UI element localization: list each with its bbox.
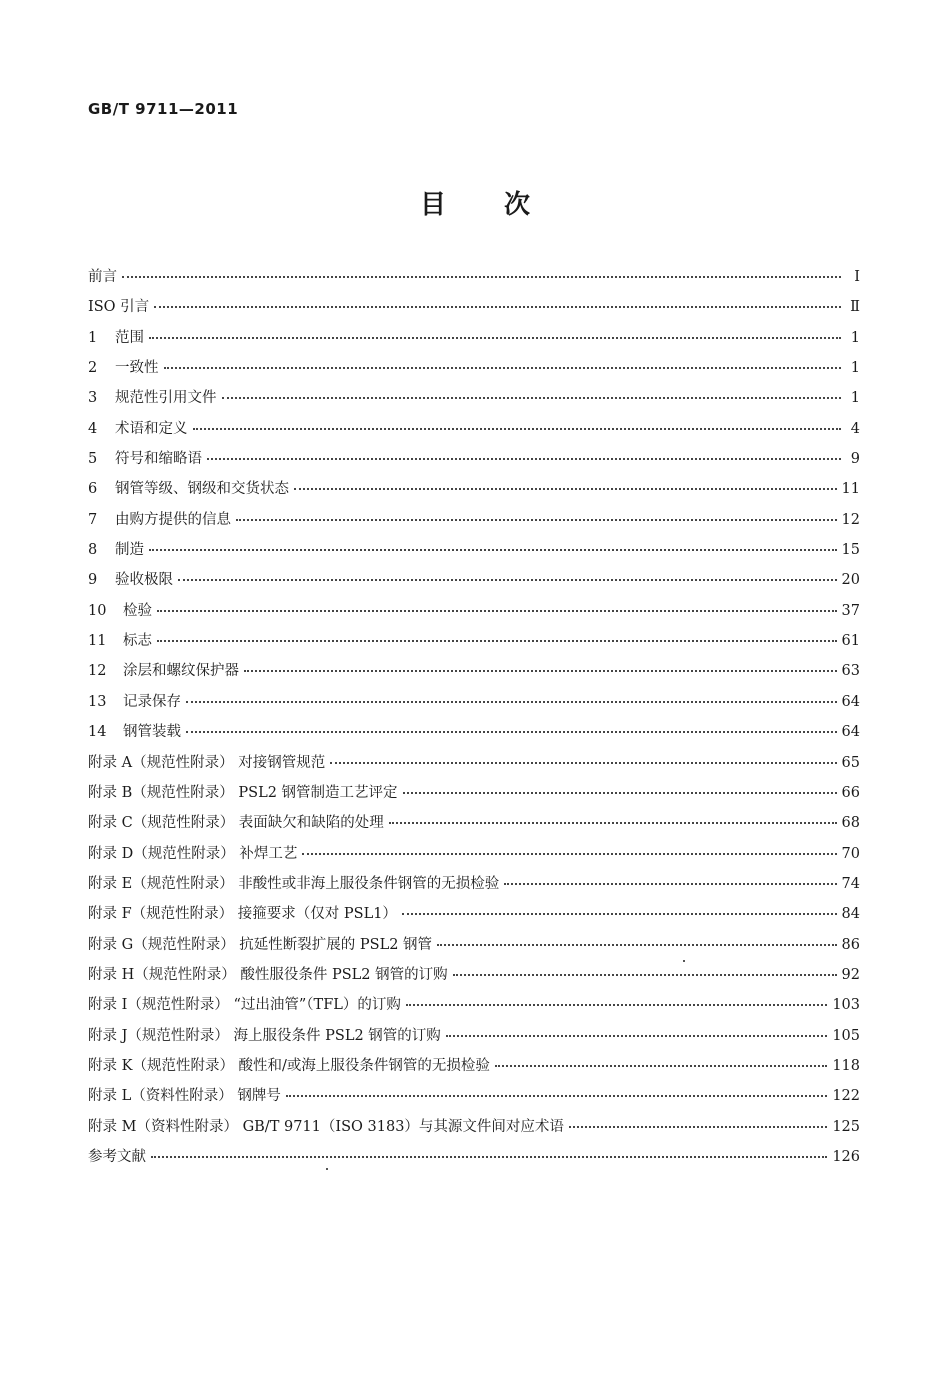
toc-entry-page: 74	[841, 875, 860, 892]
toc-dot-leader	[294, 488, 837, 490]
toc-entry-label: 附录 G（规范性附录） 抗延性断裂扩展的 PSL2 钢管	[88, 936, 433, 953]
toc-dot-leader	[193, 428, 842, 430]
toc-entry[interactable]	[88, 902, 860, 932]
toc-entry-label: 规范性引用文件	[115, 390, 217, 407]
toc-entry-number: 9	[88, 572, 98, 589]
toc-entry-label: 附录 K（规范性附录） 酸性和/或海上服役条件钢管的无损检验	[88, 1057, 490, 1074]
toc-dot-leader	[302, 853, 836, 855]
toc-entry-page: 9	[850, 451, 860, 468]
toc-entry-page: 86	[841, 936, 860, 953]
toc-entry-page: 1	[850, 390, 860, 407]
toc-entry-label: 附录 M（资料性附录） GB/T 9711（ISO 3183）与其源文件间对应术语	[88, 1118, 564, 1135]
toc-entry-page: 70	[841, 845, 860, 862]
toc-entry-number: 5	[88, 451, 98, 468]
toc-entry-label: 附录 E（规范性附录） 非酸性或非海上服役条件钢管的无损检验	[88, 875, 500, 892]
toc-dot-leader	[186, 701, 837, 703]
toc-entry[interactable]	[88, 326, 860, 356]
toc-entry-page: 126	[832, 1148, 860, 1165]
toc-entry-number: 3	[88, 390, 98, 407]
toc-entry-label: 参考文献	[88, 1148, 146, 1165]
toc-entry-label: 检验	[123, 602, 152, 619]
toc-entry-page: 37	[841, 602, 860, 619]
toc-entry-page: 68	[841, 815, 860, 832]
toc-dot-leader	[186, 731, 837, 733]
toc-entry[interactable]	[88, 508, 860, 538]
toc-entry-page: 63	[841, 663, 860, 680]
toc-entry-label: 术语和定义	[115, 420, 188, 437]
toc-entry[interactable]	[88, 842, 860, 872]
toc-dot-leader	[157, 610, 837, 612]
toc-dot-leader	[504, 883, 836, 885]
toc-entry[interactable]	[88, 568, 860, 598]
toc-entry[interactable]	[88, 720, 860, 750]
toc-dot-leader	[495, 1065, 827, 1067]
toc-dot-leader	[207, 458, 841, 460]
toc-entry[interactable]	[88, 1145, 860, 1175]
toc-entry-label: 附录 D（规范性附录） 补焊工艺	[88, 845, 298, 862]
toc-entry-page: 84	[841, 906, 860, 923]
toc-dot-leader	[403, 792, 837, 794]
toc-entry-number: 1	[88, 329, 98, 346]
toc-entry[interactable]	[88, 629, 860, 659]
toc-dot-leader	[149, 549, 837, 551]
toc-entry[interactable]	[88, 993, 860, 1023]
toc-entry-number: 10	[88, 602, 107, 619]
toc-entry[interactable]	[88, 265, 860, 295]
toc-entry[interactable]	[88, 447, 860, 477]
toc-dot-leader	[330, 762, 836, 764]
toc-entry[interactable]	[88, 659, 860, 689]
toc-entry-label: 钢管装载	[123, 724, 181, 741]
toc-entry[interactable]	[88, 811, 860, 841]
toc-entry-label: 附录 A（规范性附录） 对接钢管规范	[88, 754, 326, 771]
toc-dot-leader	[402, 913, 837, 915]
toc-entry-label: 范围	[115, 329, 144, 346]
toc-dot-leader	[446, 1035, 828, 1037]
toc-entry-page: 1	[850, 329, 860, 346]
toc-entry-label: 制造	[115, 542, 144, 559]
toc-entry-page: 65	[841, 754, 860, 771]
toc-dot-leader	[286, 1095, 827, 1097]
standard-code: GB/T 9711—2011	[88, 100, 239, 118]
toc-entry-number: 4	[88, 420, 98, 437]
toc-entry-page: 105	[832, 1027, 860, 1044]
toc-entry-number: 13	[88, 693, 107, 710]
toc-entry-label: 附录 I（规范性附录） “过出油管”（TFL）的订购	[88, 997, 401, 1014]
toc-dot-leader	[236, 519, 837, 521]
toc-entry[interactable]	[88, 751, 860, 781]
toc-dot-leader	[178, 579, 837, 581]
toc-entry[interactable]	[88, 1115, 860, 1145]
toc-entry-page: 11	[841, 481, 860, 498]
toc-entry-label: 附录 H（规范性附录） 酸性服役条件 PSL2 钢管的订购	[88, 966, 448, 983]
toc-entry-label: 验收极限	[115, 572, 173, 589]
toc-entry-page: 64	[841, 724, 860, 741]
toc-entry-page: 20	[841, 572, 860, 589]
toc-entry-page: 4	[850, 420, 860, 437]
toc-dot-leader	[244, 670, 837, 672]
toc-entry-label: 附录 L（资料性附录） 钢牌号	[88, 1088, 281, 1105]
toc-entry-number: 2	[88, 360, 98, 377]
toc-entry-page: Ⅰ	[854, 269, 860, 285]
toc-entry[interactable]	[88, 356, 860, 386]
toc-entry-label: 附录 J（规范性附录） 海上服役条件 PSL2 钢管的订购	[88, 1027, 441, 1044]
toc-dot-leader	[406, 1004, 827, 1006]
toc-entry[interactable]	[88, 781, 860, 811]
toc-entry-label: 标志	[123, 633, 152, 650]
toc-entry[interactable]	[88, 538, 860, 568]
toc-dot-leader	[453, 974, 837, 976]
toc-dot-leader	[149, 337, 841, 339]
toc-entry-number: 6	[88, 481, 98, 498]
toc-entry-label: 附录 F（规范性附录） 接箍要求（仅对 PSL1）	[88, 906, 397, 923]
toc-dot-leader	[122, 276, 841, 278]
toc-entry-page: 64	[841, 693, 860, 710]
toc-entry-page: 61	[841, 633, 860, 650]
toc-entry-label: 附录 C（规范性附录） 表面缺欠和缺陷的处理	[88, 815, 384, 832]
toc-entry-number: 12	[88, 663, 107, 680]
toc-entry-label: ISO 引言	[88, 299, 150, 316]
toc-entry[interactable]	[88, 872, 860, 902]
toc-entry[interactable]	[88, 1084, 860, 1114]
toc-entry-number: 7	[88, 511, 98, 528]
toc-entry-number: 11	[88, 633, 107, 650]
toc-entry[interactable]	[88, 1024, 860, 1054]
toc-entry[interactable]	[88, 1054, 860, 1084]
toc-entry-number: 14	[88, 724, 107, 741]
toc-entry-page: 66	[841, 784, 860, 801]
toc-dot-leader	[157, 640, 837, 642]
toc-entry-label: 一致性	[115, 360, 159, 377]
toc-entry-label: 钢管等级、钢级和交货状态	[115, 481, 289, 498]
toc-dot-leader	[154, 306, 841, 308]
page-title: 目次	[419, 190, 588, 220]
toc-entry[interactable]	[88, 933, 860, 963]
toc-entry-number: 8	[88, 542, 98, 559]
scan-speck	[326, 1168, 328, 1170]
toc-entry-page: 103	[832, 997, 860, 1014]
toc-entry-label: 涂层和螺纹保护器	[123, 663, 239, 680]
toc-entry-label: 由购方提供的信息	[115, 511, 231, 528]
toc-entry-page: 118	[832, 1057, 860, 1074]
toc-entry[interactable]	[88, 963, 860, 993]
toc-entry-page: 1	[850, 360, 860, 377]
toc-entry-page: 92	[841, 966, 860, 983]
toc-entry[interactable]	[88, 295, 860, 325]
toc-entry-page: 122	[832, 1088, 860, 1105]
toc-entry-page: 12	[841, 511, 860, 528]
toc-entry[interactable]	[88, 477, 860, 507]
toc-dot-leader	[222, 397, 842, 399]
toc-entry-label: 记录保存	[123, 693, 181, 710]
toc-entry-label: 符号和缩略语	[115, 451, 202, 468]
toc-dot-leader	[389, 822, 837, 824]
toc-entry-page: Ⅱ	[850, 299, 860, 316]
toc-dot-leader	[569, 1126, 827, 1128]
toc-entry[interactable]	[88, 690, 860, 720]
table-of-contents	[88, 265, 860, 1175]
toc-entry-label: 前言	[88, 269, 117, 285]
toc-dot-leader	[151, 1156, 827, 1158]
toc-dot-leader	[437, 944, 836, 946]
toc-entry-page: 15	[841, 542, 860, 559]
toc-entry-label: 附录 B（规范性附录） PSL2 钢管制造工艺评定	[88, 784, 398, 801]
scan-speck	[683, 960, 685, 962]
toc-entry-page: 125	[832, 1118, 860, 1135]
toc-dot-leader	[164, 367, 842, 369]
toc-entry[interactable]	[88, 599, 860, 629]
toc-entry[interactable]	[88, 417, 860, 447]
toc-entry[interactable]	[88, 386, 860, 416]
